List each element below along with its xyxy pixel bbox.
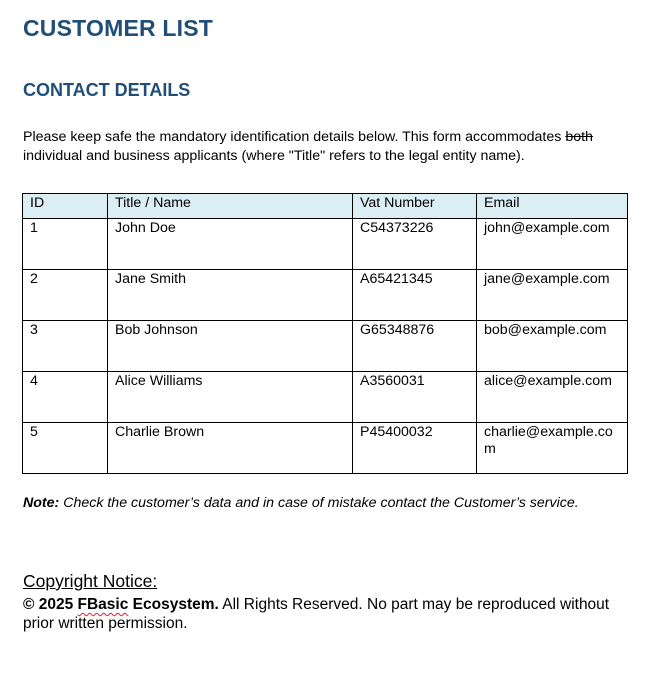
cell-email: jane@example.com	[477, 270, 628, 321]
cell-vat: A65421345	[353, 270, 477, 321]
cell-vat: A3560031	[353, 372, 477, 423]
copyright-heading: Copyright Notice:	[23, 571, 158, 591]
intro-struck-word: both	[565, 129, 593, 145]
cell-id: 5	[23, 423, 108, 474]
cell-name: Charlie Brown	[108, 423, 353, 474]
column-header-name: Title / Name	[108, 194, 353, 219]
cell-vat: P45400032	[353, 423, 477, 474]
customer-table	[22, 193, 628, 474]
cell-id: 3	[23, 321, 108, 372]
note-label: Note:	[23, 495, 60, 511]
copyright-brand-suffix: Ecosystem.	[128, 596, 219, 613]
cell-email: john@example.com	[477, 219, 628, 270]
table-header-row	[23, 194, 628, 219]
table-row	[23, 321, 628, 372]
note-text: Check the customer’s data and in case of mistake contact the Customer’s service.	[59, 495, 579, 511]
intro-text-end: individual and business applicants (where "Title" refers to the legal entity name).	[23, 148, 525, 164]
cell-email: alice@example.com	[477, 372, 628, 423]
cell-id: 1	[23, 219, 108, 270]
cell-vat: G65348876	[353, 321, 477, 372]
note-paragraph	[23, 495, 579, 511]
table-row	[23, 423, 628, 474]
cell-id: 2	[23, 270, 108, 321]
copyright-text: All Rights Reserved. No part may be reproduced without prior written permission.	[23, 596, 610, 632]
cell-name: Jane Smith	[108, 270, 353, 321]
section-title: CONTACT DETAILS	[23, 80, 191, 100]
cell-email: bob@example.com	[477, 321, 628, 372]
cell-name: John Doe	[108, 219, 353, 270]
column-header-vat: Vat Number	[353, 194, 477, 219]
column-header-id: ID	[23, 194, 108, 219]
page-title: CUSTOMER LIST	[23, 15, 214, 41]
table-row	[23, 270, 628, 321]
customer-table-container	[22, 193, 628, 474]
cell-name: Bob Johnson	[108, 321, 353, 372]
table-row	[23, 372, 628, 423]
cell-email: charlie@example.com	[477, 423, 628, 474]
copyright-paragraph	[23, 595, 623, 633]
column-header-email: Email	[477, 194, 628, 219]
cell-id: 4	[23, 372, 108, 423]
copyright-brand: FBasic	[77, 596, 129, 613]
intro-paragraph	[23, 128, 633, 166]
intro-text-start: Please keep safe the mandatory identification details below. This form accommodates	[23, 129, 566, 145]
cell-name: Alice Williams	[108, 372, 353, 423]
table-row	[23, 219, 628, 270]
copyright-prefix: © 2025	[23, 596, 78, 613]
cell-vat: C54373226	[353, 219, 477, 270]
